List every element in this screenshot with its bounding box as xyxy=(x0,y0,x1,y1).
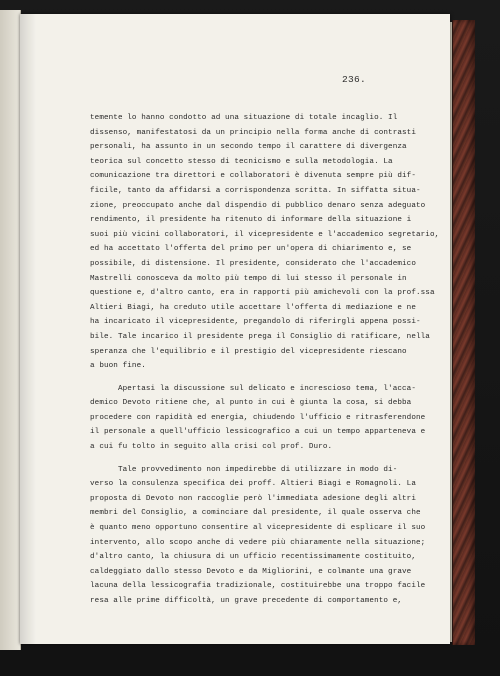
text-line: dissenso, manifestatosi da un principio nella forma anche di contrasti xyxy=(90,128,416,137)
text-line: d'altro canto, la chiusura di un ufficio recentissimamente costituito, xyxy=(90,553,416,562)
text-line: procedere con rapidità ed energia, chiudendo l'ufficio e ritrasferendone xyxy=(90,413,426,422)
body-text xyxy=(90,111,440,609)
text-line: comunicazione tra direttori e collaboratori è divenuta sempre più dif- xyxy=(90,172,416,181)
text-line: a buon fine. xyxy=(90,362,146,371)
paragraph xyxy=(90,463,426,609)
text-line: il personale a quell'ufficio lessicografico a cui un tempo apparteneva e xyxy=(90,428,426,437)
gutter-shadow xyxy=(20,14,36,644)
text-line: speranza che l'equilibrio e il prestigio del vicepresidente riescano xyxy=(90,347,407,356)
paragraph xyxy=(90,111,440,374)
text-line: proposta di Devoto non raccoglie però l'immediata adesione degli altri xyxy=(90,494,416,503)
paragraph xyxy=(90,382,426,455)
text-line: possibile, di distensione. Il presidente, considerato che l'accademico xyxy=(90,259,416,268)
text-line: intervento, allo scopo anche di vedere più chiaramente nella situazione; xyxy=(90,538,426,547)
book-binding xyxy=(452,20,475,645)
text-line: temente lo hanno condotto ad una situazione di totale incaglio. Il xyxy=(90,114,398,122)
left-page-edge xyxy=(0,10,21,650)
paragraph-gap xyxy=(90,374,400,382)
text-line: Tale provvedimento non impedirebbe di utilizzare in modo di- xyxy=(90,465,398,474)
text-line: bile. Tale incarico il presidente prega il Consiglio di ratificare, nella xyxy=(90,332,430,341)
text-line: caldeggiato dallo stesso Devoto e da Migliorini, e colmante una grave xyxy=(90,567,412,576)
text-line: rendimento, il presidente ha ritenuto di informare della situazione i xyxy=(90,216,412,225)
text-line: suoi più vicini collaboratori, il vicepresidente e l'accademico segretario, xyxy=(90,230,440,239)
text-line: questione e, d'altro canto, era in rapporti più amichevoli con la prof.ssa xyxy=(90,289,435,298)
text-line: Apertasi la discussione sul delicato e increscioso tema, l'acca- xyxy=(90,384,416,393)
text-line: è quanto meno opportuno consentire al vicepresidente di esplicare il suo xyxy=(90,524,426,533)
text-line: resa alle prime difficoltà, un grave precedente di comportamento e, xyxy=(90,597,403,605)
text-line: Altieri Biagi, ha creduto utile accettare l'offerta di mediazione e ne xyxy=(90,303,416,312)
text-line: a cui fu tolto in seguito alla crisi col prof. Duro. xyxy=(90,443,333,452)
text-line: zione, preoccupato anche dal dispendio di pubblico denaro senza adeguato xyxy=(90,201,426,210)
page-number: 236. xyxy=(341,74,366,85)
text-line: Mastrelli conosceva da molto più tempo di lui stesso il personale in xyxy=(90,274,407,283)
text-line: ha incaricato il vicepresidente, pregandolo di riferirgli appena possi- xyxy=(90,318,421,327)
paragraph-gap xyxy=(90,455,400,463)
text-line: ed ha accettato l'offerta del primo per un'opera di chiarimento e, se xyxy=(90,245,412,254)
text-line: ficile, tanto da affidarsi a corrispondenza scritta. In siffatta situa- xyxy=(90,186,421,195)
document-page xyxy=(20,14,450,644)
text-line: teorica sul concetto stesso di tecnicismo e sulla metodologia. La xyxy=(90,157,393,166)
text-line: verso la consulenza specifica dei proff. Altieri Biagi e Romagnoli. La xyxy=(90,480,416,489)
text-line: personali, ha assunto in un secondo tempo il carattere di divergenza xyxy=(90,143,407,152)
text-line: demico Devoto ritiene che, al punto in cui è giunta la cosa, si debba xyxy=(90,399,412,408)
text-line: membri del Consiglio, a cominciare dal presidente, il quale osserva che xyxy=(90,509,421,518)
text-line: lacuna della lessicografia tradizionale, costituirebbe una troppo facile xyxy=(90,582,426,591)
